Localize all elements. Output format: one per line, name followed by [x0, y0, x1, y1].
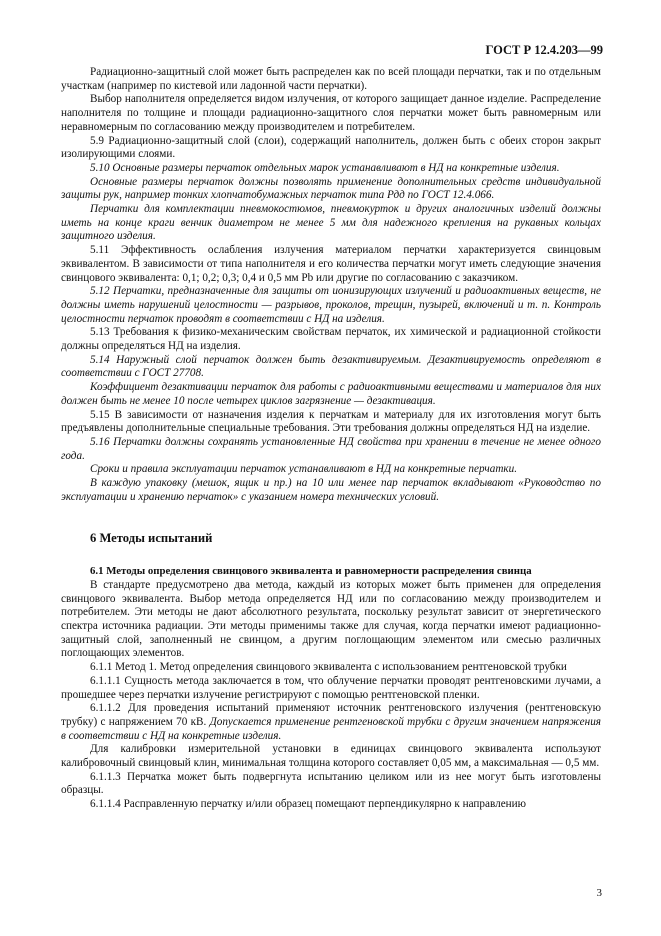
paragraph: 5.12 Перчатки, предназначенные для защиты от ионизирующих излучений и радиоактивных веществ, не должны иметь нарушений целостности — разрывов, проколов, трещин, пузырей, включений и т. п. Контроль целостности перчаток проводят в соответствии с НД на изделия. [61, 285, 601, 325]
paragraph-text: 6.1.1.2 Для проведения испытаний применяют источник рентгеновского излучения (рентгеновскую трубку) с напряжением 70 кВ. [61, 702, 601, 728]
paragraph: 5.13 Требования к физико-механическим свойствам перчаток, их химической и радиационной стойкости должны определяться НД на изделия. [61, 326, 601, 353]
paragraph: 5.16 Перчатки должны сохранять установленные НД свойства при хранении в течение не менее одного года. [61, 435, 601, 462]
document-header: ГОСТ Р 12.4.203—99 [485, 43, 603, 57]
paragraph: Выбор наполнителя определяется видом излучения, от которого защищает данное изделие. Распределение наполнителя по толщине и площади радиационно-защитного слоя перчатки может быть равномерным или неравномерным по согласованию между производителем и потребителем. [61, 93, 601, 133]
page-body [61, 66, 601, 812]
paragraph: 5.14 Наружный слой перчаток должен быть дезактивируемым. Дезактивируемость определяют в соответствии с ГОСТ 27708. [61, 353, 601, 380]
paragraph: Сроки и правила эксплуатации перчаток устанавливают в НД на конкретные перчатки. [90, 463, 518, 476]
paragraph: Для калибровки измерительной установки в единицах свинцового эквивалента используют калибровочный свинцовый клин, минимальная толщина которого составляет 0,05 мм, а максимальная — 0,5 мм. [61, 743, 601, 770]
paragraph: 5.10 Основные размеры перчаток отдельных марок устанавливают в НД на конкретные изделия. [90, 161, 560, 174]
subsection-title: 6.1 Методы определения свинцового эквивалента и равномерности распределения свинца [90, 565, 532, 578]
paragraph: В стандарте предусмотрено два метода, каждый из которых может быть применен для определения свинцового эквивалента. Выбор метода определяется НД или по согласованию между производителем и потребителем. Эти методы не дают абсолютного результата, поскольку результат зависит от энергетического спектра источника радиации. Эти методы применимы также для случая, когда перчатки имеют радиационно-защитный слой, заполненный не свинцом, а другим поглощающим элементом или смесью различных поглощающих элементов. [61, 578, 601, 660]
paragraph: 5.15 В зависимости от назначения изделия к перчаткам и материалу для их изготовления могут быть предъявлены дополнительные специальные требования. Эти требования должны определяться НД на изделие. [61, 408, 601, 435]
page-number: 3 [596, 887, 602, 899]
paragraph: Основные размеры перчаток должны позволять применение дополнительных средств индивидуальной защиты рук, например тонких хлопчатобумажных перчаток типа Рдд по ГОСТ 12.4.066. [61, 175, 601, 202]
section-title: 6 Методы испытаний [90, 530, 213, 545]
paragraph: 5.11 Эффективность ослабления излучения материалом перчатки характеризуется свинцовым эквивалентом. В зависимости от типа наполнителя и его количества перчатки могут иметь следующие значения свинцового эквивалента: 0,1; 0,2; 0,3; 0,4 и 0,5 мм Pb или другие по согласованию с заказчиком. [61, 244, 601, 284]
paragraph-text-italic: Допускается применение рентгеновской трубки с другим значением напряжения в соответствии с НД на конкретные изделия. [61, 715, 601, 742]
paragraph [61, 702, 601, 743]
paragraph: 6.1.1.4 Расправленную перчатку и/или образец помещают перпендикулярно к направлению [90, 798, 526, 811]
paragraph: В каждую упаковку (мешок, ящик и пр.) на 10 или менее пар перчаток вкладывают «Руководство по эксплуатации и хранению перчаток» с указанием номера технических условий. [61, 477, 601, 503]
paragraph: Коэффициент дезактивации перчаток для работы с радиоактивными веществами и материалов для них должен быть не менее 10 после четырех циклов загрязнение — дезактивация. [61, 381, 601, 407]
paragraph: 6.1.1.3 Перчатка может быть подвергнута испытанию целиком или из нее могут быть изготовлены образцы. [61, 770, 601, 797]
paragraph: 5.9 Радиационно-защитный слой (слои), содержащий наполнитель, должен быть с обеих сторон закрыт изолирующими слоями. [61, 134, 601, 161]
paragraph: Радиационно-защитный слой может быть распределен как по всей площади перчатки, так и по отдельным участкам (например по кистевой или ладонной части перчатки). [61, 66, 601, 92]
paragraph: 6.1.1.1 Сущность метода заключается в том, что облучение перчатки проводят рентгеновскими лучами, а прошедшее через перчатки излучение регистрируют с помощью рентгеновской пленки. [61, 674, 601, 701]
paragraph: 6.1.1 Метод 1. Метод определения свинцового эквивалента с использованием рентгеновской трубки [90, 661, 567, 674]
paragraph: Перчатки для комплектации пневмокостюмов, пневмокурток и других аналогичных изделий должны иметь на конце краги венчик диаметром не менее 5 мм для надежного крепления на рукавных кольцах защитного изделия. [61, 203, 601, 243]
